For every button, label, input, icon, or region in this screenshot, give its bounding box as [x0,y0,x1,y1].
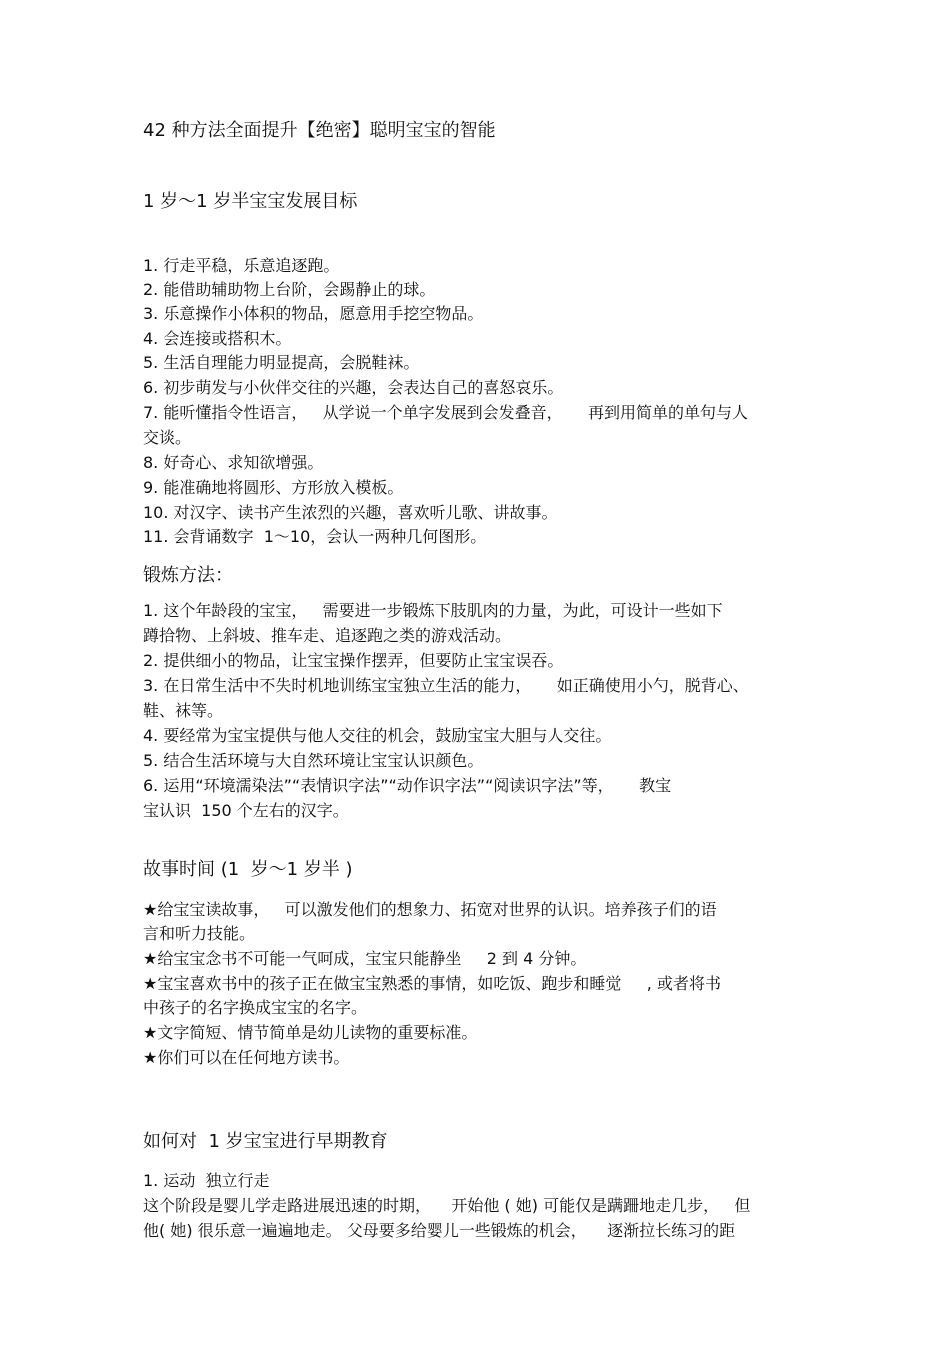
method-line: 1. 这个年龄段的宝宝， 需要进一步锻炼下肢肌肉的力量，为此，可设计一些如下 [143,601,723,620]
education-line: 他( 她) 很乐意一遍遍地走。 父母要多给婴儿一些锻炼的机会， 逐渐拉长练习的距 [143,1221,736,1240]
section-heading-goals: 1 岁～1 岁半宝宝发展目标 [143,191,358,212]
method-line: 5. 结合生活环境与大自然环境让宝宝认识颜色。 [143,751,484,770]
method-line: 3. 在日常生活中不失时机地训练宝宝独立生活的能力， 如正确使用小勺，脱背心、 [143,676,749,695]
goal-line: 4. 会连接或搭积木。 [143,329,292,348]
goal-line: 6. 初步萌发与小伙伴交往的兴趣，会表达自己的喜怒哀乐。 [143,378,564,397]
story-line: ★给宝宝念书不可能一气呵成，宝宝只能静坐 2 到 4 分钟。 [143,949,587,968]
section-heading-story-time: 故事时间 (1 岁～1 岁半 ) [143,859,353,880]
method-line: 6. 运用“环境濡染法”“表情识字法”“动作识字法”“阅读识字法”等， 教宝 [143,776,672,795]
goal-line: 3. 乐意操作小体积的物品，愿意用手挖空物品。 [143,304,484,323]
story-line: 中孩子的名字换成宝宝的名字。 [143,998,368,1017]
goal-line: 8. 好奇心、求知欲增强。 [143,453,324,472]
method-line: 4. 要经常为宝宝提供与他人交往的机会，鼓励宝宝大胆与人交往。 [143,726,612,745]
method-line: 宝认识 150 个左右的汉字。 [143,801,349,820]
goal-line: 交谈。 [143,428,192,447]
story-line: ★宝宝喜欢书中的孩子正在做宝宝熟悉的事情，如吃饭、跑步和睡觉 , 或者将书 [143,974,721,993]
goal-line: 11. 会背诵数字 1～10，会认一两种几何图形。 [143,527,487,546]
goal-line: 10. 对汉字、读书产生浓烈的兴趣，喜欢听儿歌、讲故事。 [143,503,558,522]
section-heading-methods: 锻炼方法： [143,565,233,586]
story-line: 言和听力技能。 [143,924,256,943]
method-line: 鞋、袜等。 [143,701,224,720]
goal-line: 2. 能借助辅助物上台阶，会踢静止的球。 [143,280,436,299]
goal-line: 9. 能准确地将圆形、方形放入模板。 [143,478,404,497]
story-line: ★给宝宝读故事， 可以激发他们的想象力、拓宽对世界的认识。培养孩子们的语 [143,900,717,919]
method-line: 2. 提供细小的物品，让宝宝操作摆弄，但要防止宝宝误吞。 [143,651,564,670]
method-line: 蹲拾物、上斜坡、推车走、追逐跑之类的游戏活动。 [143,626,512,645]
story-line: ★文字简短、情节简单是幼儿读物的重要标准。 [143,1023,478,1042]
education-line: 这个阶段是婴儿学走路进展迅速的时期， 开始他 ( 她) 可能仅是蹒跚地走几步， 但 [143,1196,751,1215]
story-line: ★你们可以在任何地方读书。 [143,1048,350,1067]
education-line: 1. 运动 独立行走 [143,1171,270,1190]
section-heading-early-education: 如何对 1 岁宝宝进行早期教育 [143,1131,388,1152]
goal-line: 1. 行走平稳，乐意追逐跑。 [143,256,340,275]
goal-line: 7. 能听懂指令性语言， 从学说一个单字发展到会发叠音， 再到用简单的单句与人 [143,403,749,422]
document-title: 42 种方法全面提升【绝密】聪明宝宝的智能 [143,120,496,141]
goal-line: 5. 生活自理能力明显提高，会脱鞋袜。 [143,353,420,372]
